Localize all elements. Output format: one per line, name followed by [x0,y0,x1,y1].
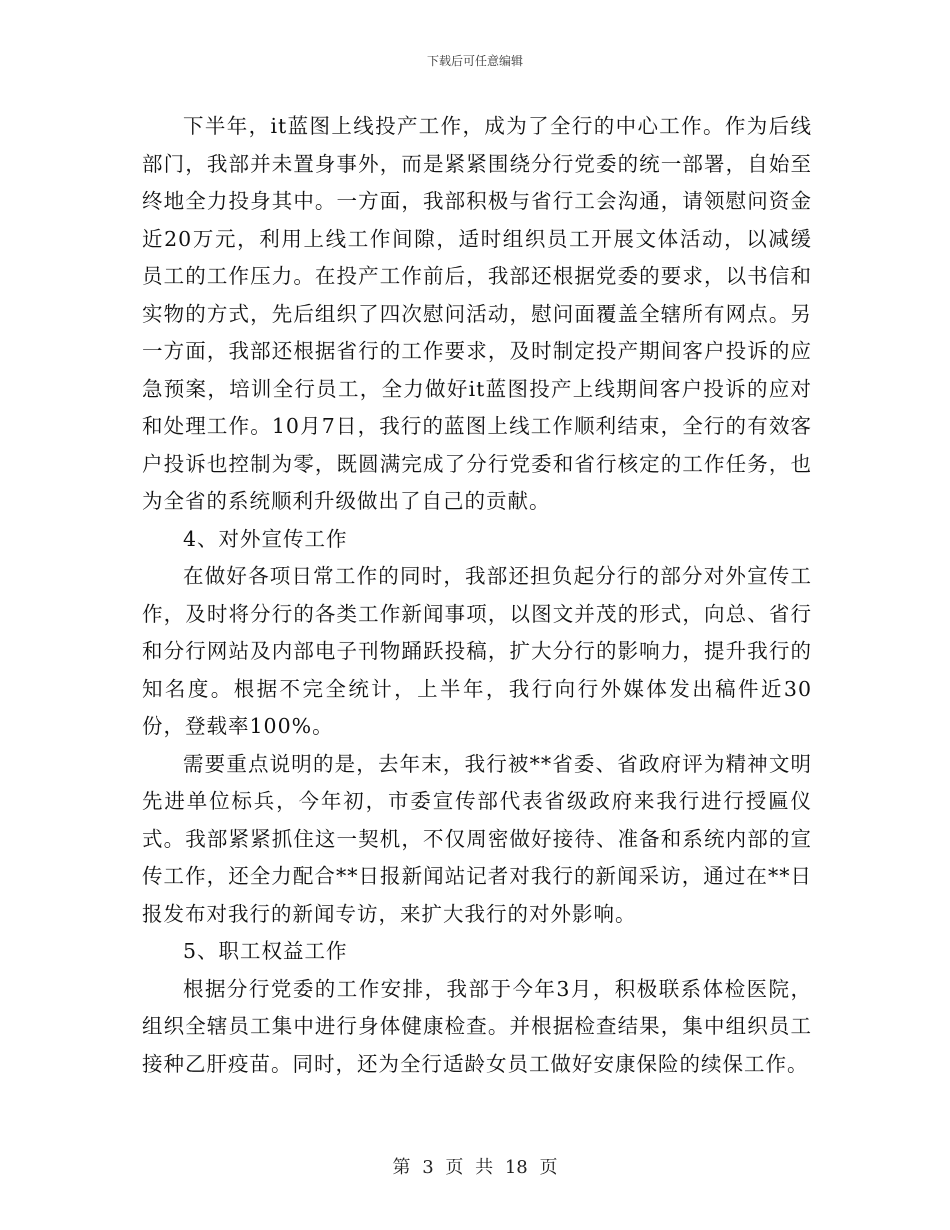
body-paragraph: 根据分行党委的工作安排，我部于今年3月，积极联系体检医院，组织全辖员工集中进行身体健康检查。并根据检查结果，集中组织员工接种乙肝疫苗。同时，还为全行适龄女员工做好安康保险的续保工作。 [142,976,812,1076]
document-body [142,108,812,1083]
page-number: 第 3 页 共 18 页 [392,1157,558,1178]
body-paragraph: 下半年，it蓝图上线投产工作，成为了全行的中心工作。作为后线部门，我部并未置身事外，而是紧紧围绕分行党委的统一部署，自始至终地全力投身其中。一方面，我部积极与省行工会沟通，请领慰问资金近20万元，利用上线工作间隙，适时组织员工开展文体活动，以减缓员工的工作压力。在投产工作前后，我部还根据党委的要求，以书信和实物的方式，先后组织了四次慰问活动，慰问面覆盖全辖所有网点。另一方面，我部还根据省行的工作要求，及时制定投产期间客户投诉的应急预案，培训全行员工，全力做好it蓝图投产上线期间客户投诉的应对和处理工作。10月7日，我行的蓝图上线工作顺利结束，全行的有效客户投诉也控制为零，既圆满完成了分行党委和省行核定的工作任务，也为全省的系统顺利升级做出了自己的贡献。 [142,114,812,513]
body-paragraph: 在做好各项日常工作的同时，我部还担负起分行的部分对外宣传工作，及时将分行的各类工作新闻事项，以图文并茂的形式，向总、省行和分行网站及内部电子刊物踊跃投稿，扩大分行的影响力，提升我行的知名度。根据不完全统计，上半年，我行向行外媒体发出稿件近30份，登载率100%。 [142,564,812,738]
section-heading: 4、对外宣传工作 [183,526,348,551]
body-paragraph: 需要重点说明的是，去年末，我行被**省委、省政府评为精神文明先进单位标兵，今年初，市委宣传部代表省级政府来我行进行授匾仪式。我部紧紧抓住这一契机，不仅周密做好接待、准备和系统内部的宣传工作，还全力配合**日报新闻站记者对我行的新闻采访，通过在**日报发布对我行的新闻专访，来扩大我行的对外影响。 [142,751,812,926]
page-header: 下载后可任意编辑 [426,54,523,68]
section-heading: 5、职工权益工作 [183,939,348,963]
